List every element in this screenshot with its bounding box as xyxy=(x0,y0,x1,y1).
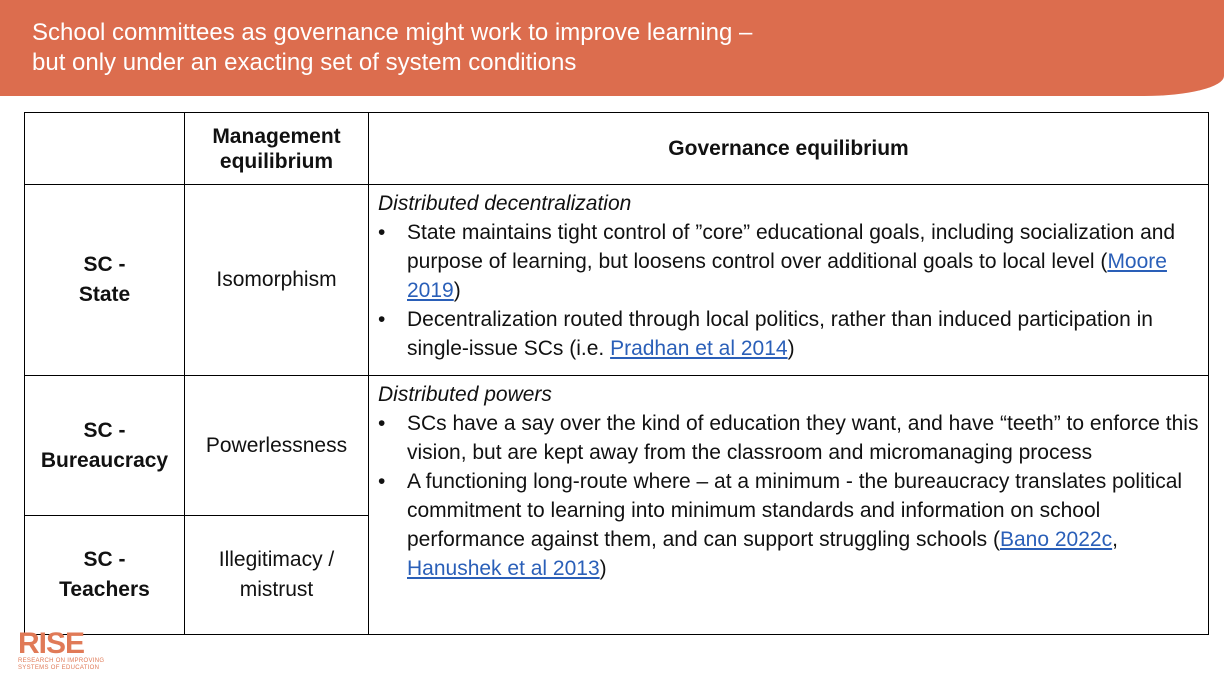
governance-bullet-list xyxy=(378,409,1200,583)
row-label-line-2: State xyxy=(78,283,131,306)
header-management-equilibrium xyxy=(185,113,369,185)
list-item xyxy=(378,305,1200,363)
bullet-text: SCs have a say over the kind of education they want, and have “teeth” to enforce this vision, but are kept away from the classroom and micromanaging process xyxy=(407,412,1199,464)
table-row-bureaucracy xyxy=(25,376,1209,516)
bullet-text: Decentralization routed through local politics, rather than induced participation in single-issue SCs (i.e. xyxy=(407,308,1153,360)
bullet-icon: • xyxy=(378,470,386,493)
link-pradhan-2014[interactable]: Pradhan et al 2014 xyxy=(610,337,788,360)
header-governance-equilibrium: Governance equilibrium xyxy=(369,113,1209,185)
slide-title xyxy=(32,18,1192,78)
bullet-text-end: ) xyxy=(599,557,607,580)
link-bano-2022c[interactable]: Bano 2022c xyxy=(1000,528,1113,551)
governance-heading: Distributed powers xyxy=(378,383,552,406)
bullet-icon: • xyxy=(378,308,386,331)
row-label-line-2: Bureaucracy xyxy=(40,448,169,472)
row-label-sc-state xyxy=(25,185,185,376)
bullet-text: A functioning long-route where – at a minimum - the bureaucracy translates political commitment to learning into minimum standards and information on school performance against them, and can support struggling schools ( xyxy=(407,470,1183,551)
header-management-line-2: equilibrium xyxy=(219,149,334,173)
management-cell-illegitimacy-mistrust xyxy=(185,516,369,635)
row-label-line-1: SC - xyxy=(83,253,126,276)
governance-heading: Distributed decentralization xyxy=(378,192,632,215)
rise-logo-wordmark: RISE xyxy=(18,627,85,660)
table-header-row xyxy=(25,113,1209,185)
management-line-1: Illegitimacy / xyxy=(218,548,335,571)
equilibrium-table xyxy=(24,112,1209,635)
row-label-sc-bureaucracy xyxy=(25,376,185,516)
bullet-text-separator: , xyxy=(1112,528,1118,551)
header-empty-cell xyxy=(25,113,185,185)
management-cell-powerlessness: Powerlessness xyxy=(185,376,369,516)
rise-logo-tagline-line-2: SYSTEMS OF EDUCATION xyxy=(18,665,100,671)
bullet-icon: • xyxy=(378,412,386,435)
link-moore-2019[interactable]: Moore 2019 xyxy=(407,250,1167,302)
rise-logo xyxy=(18,627,128,680)
rise-logo-tagline-line-1: RESEARCH ON IMPROVING xyxy=(18,658,105,664)
governance-bullet-list xyxy=(378,218,1200,363)
bullet-text-end: ) xyxy=(453,279,461,302)
row-label-line-1: SC - xyxy=(83,548,126,571)
bullet-text: State maintains tight control of ”core” educational goals, including socialization and purpose of learning, but loosens control over additional goals to local level ( xyxy=(407,221,1176,273)
slide-title-line-1: School committees as governance might work to improve learning – xyxy=(32,19,753,46)
governance-cell-distributed-powers xyxy=(369,376,1209,635)
bullet-text-end: ) xyxy=(787,337,795,360)
list-item xyxy=(378,467,1200,583)
management-line-2: mistrust xyxy=(239,578,314,601)
row-label-line-2: Teachers xyxy=(59,578,150,601)
governance-cell-distributed-decentralization xyxy=(369,185,1209,376)
management-cell-isomorphism: Isomorphism xyxy=(185,185,369,376)
table-row-state xyxy=(25,185,1209,376)
link-hanushek-2013[interactable]: Hanushek et al 2013 xyxy=(407,557,600,580)
row-label-line-1: SC - xyxy=(83,418,126,442)
list-item xyxy=(378,409,1200,467)
header-management-line-1: Management xyxy=(212,124,341,148)
list-item xyxy=(378,218,1200,305)
row-label-sc-teachers xyxy=(25,516,185,635)
bullet-icon: • xyxy=(378,221,386,244)
slide-title-line-2: but only under an exacting set of system conditions xyxy=(32,49,577,76)
